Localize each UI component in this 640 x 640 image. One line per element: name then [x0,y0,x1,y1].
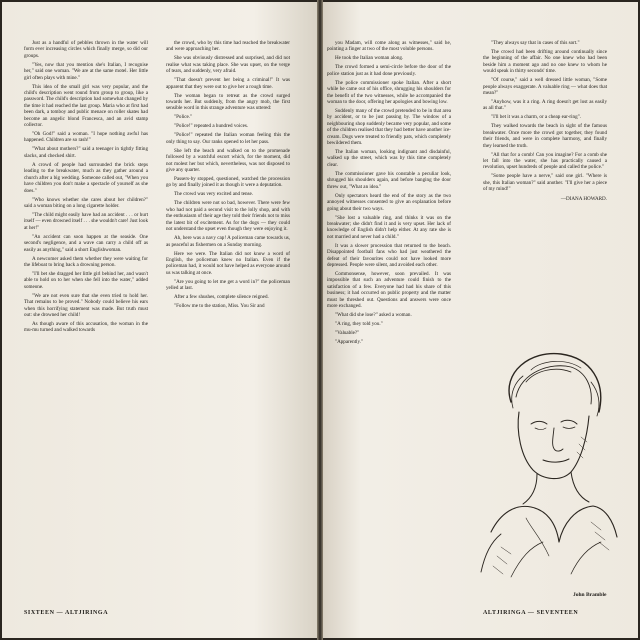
left-page-footer: SIXTEEN — ALTJIRINGA [24,610,109,616]
paragraph: "I'll bet she dragged her little girl behind her, and wasn't able to hold on to her when she fell into the water," added someone. [24,270,148,290]
woman-portrait-illustration [471,342,621,582]
paragraph: Here we were. The Italian did not know a word of English, the policeman knew no Italian. Even if the policeman had, it would not have helped as everyone around us was talking at once. [166,250,290,276]
paragraph: Ah, here was a navy cap! A policeman came towards us, as peaceful as fishermen on a Sunday morning. [166,235,290,248]
right-page [323,2,638,638]
illustration-credit: John Bramble [573,592,607,598]
paragraph: "Who knows whether she cares about her children?" said a woman biting on a long cigarette holder. [24,196,148,209]
right-column-2 [483,40,607,205]
left-column-2 [166,40,290,312]
paragraph: you Madam, will come along as witnesses," said he, pointing a finger at two of the most voluble persons. [327,40,451,53]
paragraph: "Are you going to let me get a word in?" the policeman yelled at last. [166,278,290,292]
paragraph: "Some people have a nerve," said one girl. "Where is she, this Italian woman?" said another. "I'll give her a piece of my mind!" [483,173,607,193]
paragraph: "Follow me to the station, Miss. You Sir and [174,303,265,310]
paragraph: "Police." [174,114,193,121]
paragraph: Passers-by stopped, questioned, watched the procession go by and finally joined it as though it were a deputation. [166,176,290,189]
paragraph: It was a slower procession that returned to the beach. Disappointed football fans who had just weathered the defeat of their favourites could not have looked more depressed. People were silent, and avoided each other. [327,242,451,268]
paragraph: "That doesn't prevent her being a criminal!" It was apparent that they were out to give her a rough time. [166,77,290,90]
paragraph: A crowd of people had surrounded the brick steps leading to the breakwater, much as they gather around a church after a big wedding. Someone called out, "When you have children you don't make a spectacle of yourself as she does." [24,161,148,194]
paragraph: As though aware of this accusation, the woman in the mu-mu turned and walked towards [24,320,148,334]
paragraph: The crowd had been drifting around continually since the beginning of the affair. No one knew who had been beside him a moment ago and no one knew to whom he would speak in thirty seconds' time. [483,49,607,75]
paragraph: The crowd was very excited and tense. [174,191,254,198]
paragraph: The woman began to retreat as the crowd surged towards her. But suddenly, from the angry mob, the first sensible word in this strange adventure was uttered: [166,92,290,112]
paragraph: "Yes, now that you mention she's Italian, I recognise her," said one woman. "We are at the same motel. Her little girl often plays with mine." [24,61,148,81]
paragraph: Suddenly many of the crowd pretended to be in that area by accident, or to be just passing by. The window of a neighbouring shop suddenly became very popular, and some of the children realised that they had better have another ice-cream. Dogs were treated to friendly pats, which completely bewildered them. [327,108,451,147]
paragraph: The police commissioner spoke Italian. After a short while he came out of his office, shrugging his shoulders for the benefit of the two witnesses, while he accompanied the woman to the door, offering her apologies and bowing low. [327,79,451,106]
paragraph: They walked towards the beach in sight of the famous breakwater. Once more the crowd got together, they found their friends, and were in complete harmony, and finally they learned the truth. [483,123,607,149]
paragraph: "An accident can soon happen at the seaside. One second's negligence, and a wave can carry a child off as easily as anything," said a short Englishwoman. [24,233,148,253]
left-column-1 [24,40,148,336]
right-column-1 [327,40,451,348]
paragraph: "What did she lose?" asked a woman. [335,311,412,318]
paragraph: The crowd formed a semi-circle before the door of the police station just as it had done previously. [327,64,451,77]
right-page-footer: ALTJIRINGA — SEVENTEEN [483,610,579,616]
paragraph: the crowd, who by this time had reached the breakwater and were approaching her. [166,40,290,53]
paragraph: "She lost a valuable ring, and thinks it was on the breakwater; she didn't find it and is very upset. Her lack of knowledge of English didn't help either. At any rate she is not married and never had a child." [327,214,451,240]
paragraph: "All that for a comb! Can you imagine? For a comb she let fall into the water, she has practically caused a revolution, upset hundreds of people and called the police." [483,151,607,171]
paragraph: "Apparently." [335,338,364,345]
paragraph: The children were not so bad, however. There were few who had not paid a second visit to the lolly shop, and with the enthusiasm of their age they told their friends not to miss the latest bit of excitement. As for the dogs — they could not understand the upset even though they were enjoying it. [166,200,290,233]
paragraph: "Police!" repeated a hundred voices. [174,123,249,130]
paragraph: "Of course," said a well dressed little woman, "Some people always exaggerate. A valuable ring — what does that mean?" [483,77,607,97]
paragraph: She was obviously distressed and surprised, and did not realise what was taking place. She was upset, on the verge of tears, and suddenly, very afraid. [166,55,290,75]
paragraph: "Valuable?" [335,329,360,336]
paragraph: A newcomer asked them whether they were waiting for the lifeboat to bring back a drowning person. [24,255,148,268]
author-signature: —DIANA HOWARD. [560,195,607,202]
left-page [2,2,317,638]
paragraph: "Police!" repeated the Italian woman feeling this the only thing to say. Our ranks opened to let her pass. [166,132,290,145]
paragraph: "I'll bet it was a charm, or a cheap ear-ring". [491,114,581,121]
paragraph: Commonsense, however, soon prevailed. It was impossible that such an adventure could finish to the satisfaction of a few. Everyone had had his share of this business; it had occurred on public property and the matter must be threshed out. Questions and answers were once more exchanged. [327,270,451,309]
paragraph: "We are not even sure that she even tried to hold her. That remains to be proved." Nobody could believe his ears when this horrifying statement was made. But truth must out: she drowned her child! [24,292,148,318]
paragraph: "A ring, they told you." [335,320,383,327]
paragraph: She left the beach and walked on to the promenade followed by a watchful escort which, for the moment, did not molest her but which, nevertheless, was not disposed to give any quarter. [166,147,290,174]
paragraph: "They always say that in cases of this sort." [491,40,580,46]
paragraph: This idea of the small girl was very popular, and the child's description went round from group to group, like a password. The child's description had somewhat changed by the time it had reached the last group. Maria who at first had been dark, a tomboy and public menace on roller skates had become an angelic blond Francesca, and an avid stamp collector. [24,83,148,129]
paragraph: "The child might easily have had an accident . . . or hurt itself — even drowned itself . . . she wouldn't care! Just look at her!" [24,211,148,231]
paragraph: The commissioner gave his constable a peculiar look, shrugged his shoulders again, and before banging the door threw out, "What an idea." [327,170,451,190]
paragraph: The Italian woman, looking indignant and disdainful, walked up the street, which was by this time completely clear. [327,149,451,168]
paragraph: He took the Italian woman along. [335,55,404,62]
paragraph: "Oh God!" said a woman. "I hope nothing awful has happened. Children are so rash!" [24,131,148,144]
paragraph: "Anyhow, was it a ring. A ring doesn't get lost as easily as all that." [483,99,607,112]
paragraph: After a few shushes, complete silence reigned. [174,294,269,301]
paragraph: "What about mothers?" said a teenager in tightly fitting slacks, and checked shirt. [24,146,148,159]
paragraph: Only spectators heard the end of the story as the two annoyed witnesses consented to give an explanation before going about their two ways. [327,192,451,212]
paragraph: Just as a handful of pebbles thrown in the water will form ever increasing circles which finally merge, so did our groups. [24,40,148,59]
